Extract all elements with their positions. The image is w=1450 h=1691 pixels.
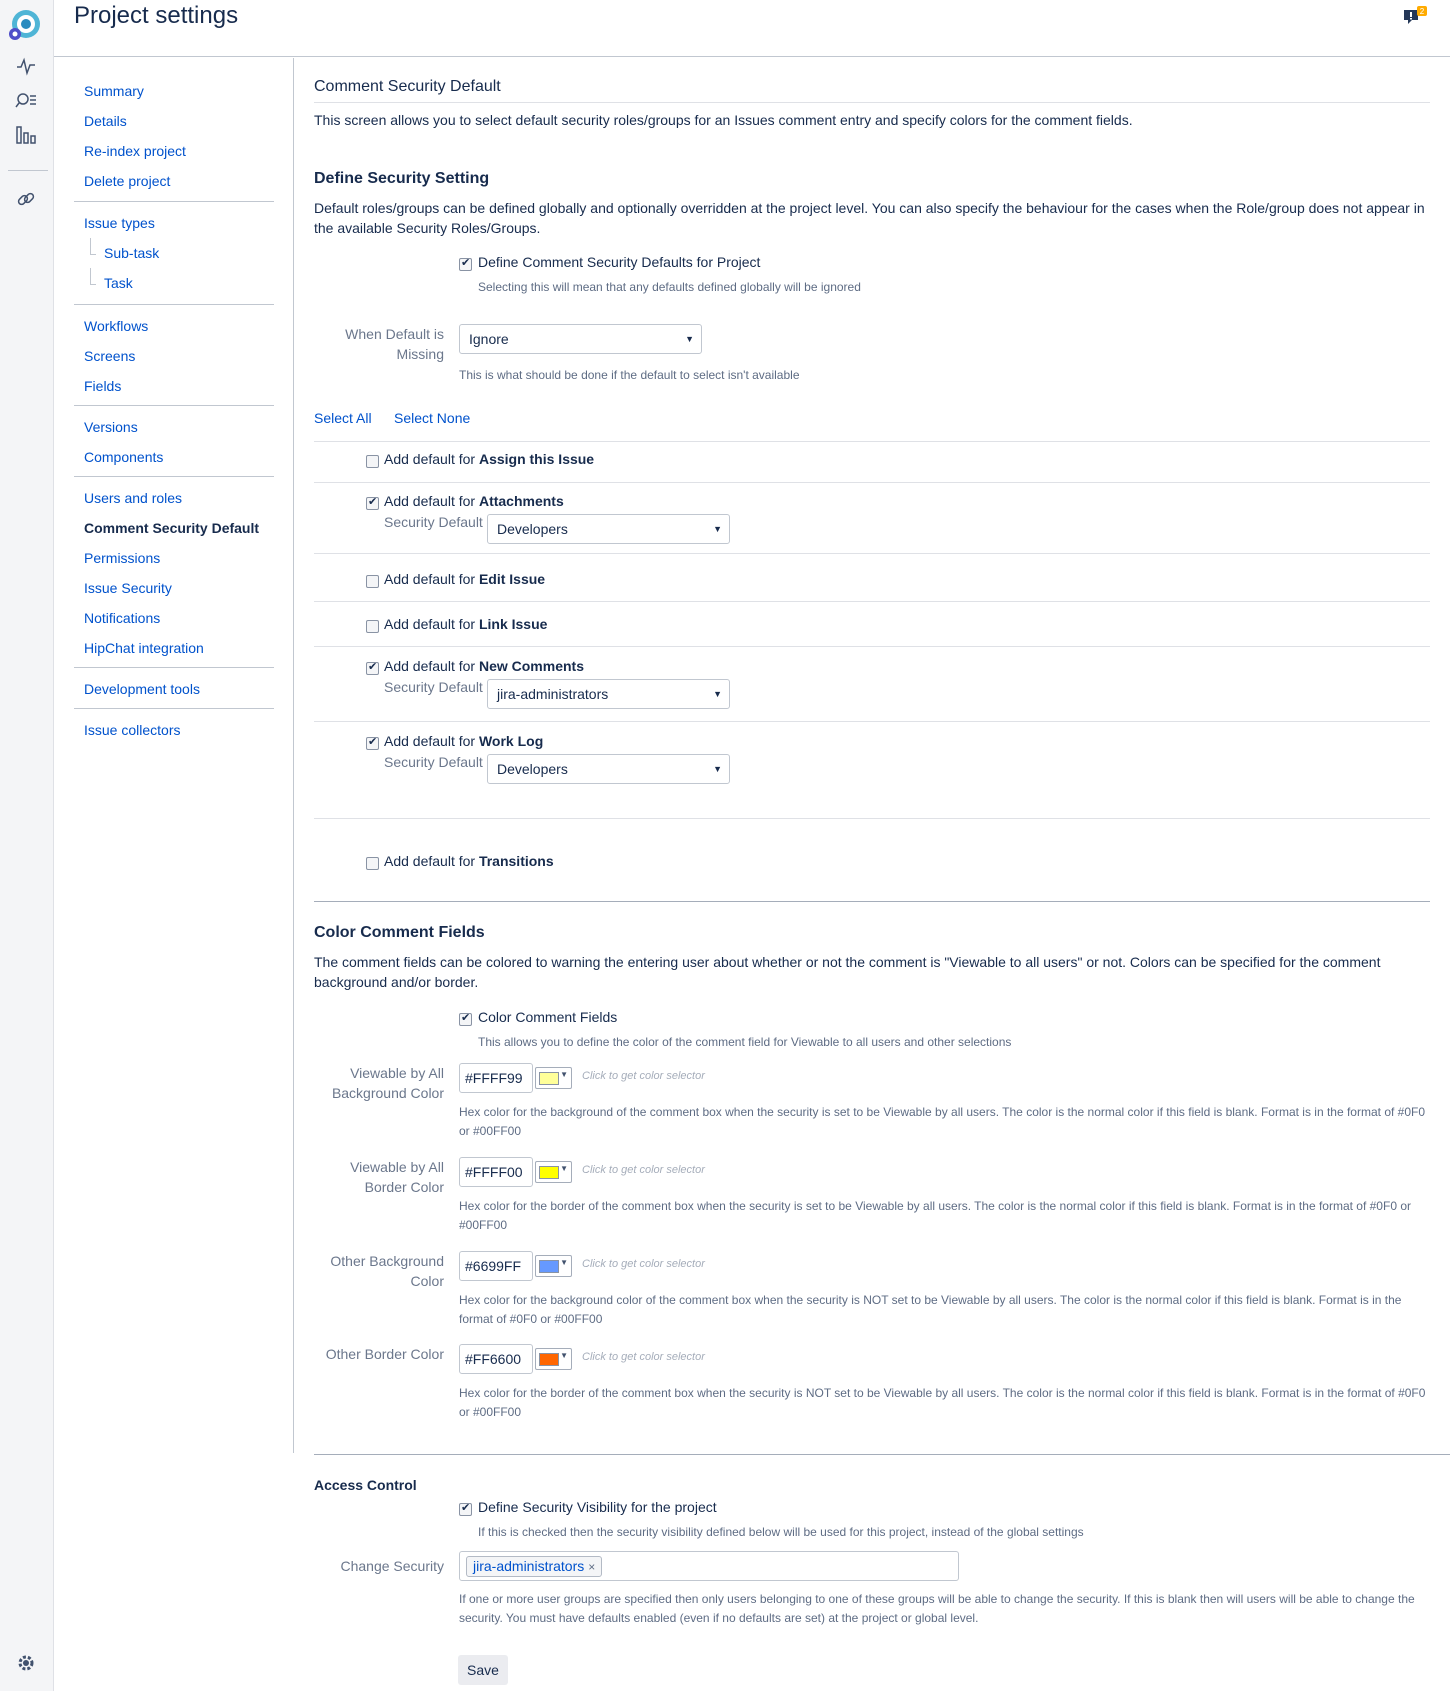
default-checkbox-transitions[interactable]: [366, 857, 379, 870]
change-security-label: Change Security: [340, 1558, 444, 1574]
security-default-label: Security Default: [384, 514, 483, 530]
notification-icon[interactable]: [1402, 6, 1428, 28]
activity-icon[interactable]: [15, 55, 37, 77]
sidebar-group-workflow: [84, 311, 284, 401]
define-security-heading: Define Security Setting: [314, 170, 490, 187]
default-checkbox-assign[interactable]: [366, 455, 379, 468]
sidebar-item-screens[interactable]: Screens: [84, 348, 136, 364]
select-all-link[interactable]: Select All: [314, 410, 372, 426]
select-none-link[interactable]: Select None: [394, 410, 471, 426]
sidebar-item-issue-security[interactable]: Issue Security: [84, 580, 172, 596]
sidebar-item-issue-types[interactable]: Issue types: [84, 215, 155, 231]
sidebar-group-versions: [84, 412, 284, 472]
missing-desc: This is what should be done if the default to select isn't available: [459, 368, 800, 382]
sidebar-group-collectors: [84, 715, 284, 745]
sidebar-group-issue-types: [84, 208, 284, 298]
color-hex-input-2[interactable]: #6699FF: [459, 1251, 533, 1281]
project-sidebar: [54, 58, 294, 1453]
group-tag: [466, 1556, 602, 1577]
security-default-select-attachments[interactable]: Developers ▼: [487, 514, 730, 544]
default-checkbox-edit-issue[interactable]: [366, 575, 379, 588]
sidebar-item-versions[interactable]: Versions: [84, 419, 138, 435]
sidebar-item-components[interactable]: Components: [84, 449, 164, 465]
default-row-attachments: Add default for Attachments: [384, 493, 564, 509]
missing-select-value: Ignore: [469, 331, 509, 347]
color-picker-hint: Click to get color selector: [582, 1258, 705, 1270]
reports-icon[interactable]: [15, 124, 37, 146]
color-picker-button-2[interactable]: ▼: [535, 1255, 572, 1277]
color-picker-hint: Click to get color selector: [582, 1164, 705, 1176]
security-default-select-work-log[interactable]: Developers ▼: [487, 754, 730, 784]
color-hex-input-1[interactable]: #FFFF00: [459, 1157, 533, 1187]
sidebar-group-dev: [84, 674, 284, 704]
change-security-desc: If one or more user groups are specified then only users belonging to one of these groups will be able to change the security. If this is blank then will users will be able to change the security. You must have defaults enabled (even if no defaults are set) at the project or global level.: [459, 1592, 1415, 1625]
chevron-down-icon: ▼: [685, 334, 694, 344]
sidebar-item-reindex[interactable]: Re-index project: [84, 143, 186, 159]
define-security-text: Default roles/groups can be defined globally and optionally overridden at the project level. You can also specify the behaviour for the cases when the Role/group does not appear in the available Security Roles/Groups.: [314, 200, 1425, 236]
default-row-edit-issue: Add default for Edit Issue: [384, 571, 546, 587]
color-desc-0: Hex color for the background of the comment box when the security is set to be Viewable by all users. The color is the normal color if this field is blank. Format is in the format of #0F0 or #00FF00: [459, 1105, 1426, 1138]
color-label-0: Viewable by All Background Color: [331, 1065, 444, 1101]
security-default-label: Security Default: [384, 754, 483, 770]
default-checkbox-work-log[interactable]: [366, 737, 379, 750]
sidebar-item-delete[interactable]: Delete project: [84, 173, 171, 189]
chevron-down-icon: ▼: [713, 689, 722, 699]
search-issues-icon[interactable]: [15, 90, 37, 112]
color-hex-input-3[interactable]: #FF6600: [459, 1344, 533, 1374]
color-picker-button-0[interactable]: ▼: [535, 1067, 572, 1089]
define-defaults-checkbox[interactable]: [459, 258, 472, 271]
group-tag-label: jira-administrators: [473, 1558, 585, 1574]
app-logo[interactable]: [8, 8, 42, 42]
intro-text: This screen allows you to select default security roles/groups for an Issues comment entry and specify colors for the comment fields.: [314, 112, 1133, 128]
missing-select[interactable]: [459, 324, 702, 354]
color-fields-label: Color Comment Fields: [478, 1009, 618, 1025]
link-icon[interactable]: [15, 188, 37, 210]
color-text: The comment fields can be colored to warning the entering user about whether or not the comment is "Viewable to all users" or not. Colors can be specified for the comment background and/or border.: [314, 954, 1381, 990]
security-visibility-label: Define Security Visibility for the project: [478, 1499, 717, 1515]
color-picker-button-3[interactable]: ▼: [535, 1348, 572, 1370]
gear-icon[interactable]: [15, 1652, 37, 1674]
chevron-down-icon: ▼: [713, 524, 722, 534]
page-title: Project settings: [74, 2, 239, 29]
sidebar-item-fields[interactable]: Fields: [84, 378, 122, 394]
default-checkbox-new-comments[interactable]: [366, 662, 379, 675]
color-picker-button-1[interactable]: ▼: [535, 1161, 572, 1183]
chevron-down-icon: ▼: [713, 764, 722, 774]
default-checkbox-link-issue[interactable]: [366, 620, 379, 633]
color-label-2: Other Background Color: [330, 1253, 444, 1289]
sidebar-item-sub-task[interactable]: Sub-task: [84, 238, 284, 268]
page-header: [54, 0, 1450, 57]
color-picker-hint: Click to get color selector: [582, 1070, 705, 1082]
sidebar-item-comment-security-default[interactable]: Comment Security Default: [84, 520, 260, 536]
sidebar-item-users-roles[interactable]: Users and roles: [84, 490, 183, 506]
change-security-input[interactable]: [459, 1551, 959, 1581]
remove-tag-icon[interactable]: ×: [588, 1560, 596, 1574]
sidebar-group-general: [84, 76, 284, 196]
global-sidebar: [0, 0, 54, 1691]
security-visibility-checkbox[interactable]: [459, 1503, 472, 1516]
default-row-assign: Add default for Assign this Issue: [384, 451, 595, 467]
missing-label: When Default is Missing: [345, 326, 444, 362]
define-defaults-label: Define Comment Security Defaults for Project: [478, 254, 761, 270]
section-title: Comment Security Default: [314, 78, 501, 95]
color-desc-2: Hex color for the background color of the comment box when the security is NOT set to be Viewable by all users. The color is the normal color if this field is blank. Format is in the format of #0F0 or #00FF00: [459, 1293, 1402, 1326]
sidebar-group-users: [84, 483, 284, 663]
color-desc-3: Hex color for the border of the comment box when the security is NOT set to be Viewable by all users. The color is the normal color if this field is blank. Format is in the format of #0F0 or #00FF00: [459, 1386, 1426, 1419]
sidebar-item-task[interactable]: Task: [84, 268, 284, 298]
notification-count-badge: 2: [1419, 7, 1425, 16]
color-picker-hint: Click to get color selector: [582, 1351, 705, 1363]
access-control-heading: Access Control: [314, 1477, 417, 1493]
security-visibility-desc: If this is checked then the security visibility defined below will be used for this project, instead of the global settings: [478, 1525, 1084, 1539]
sidebar-item-issue-collectors[interactable]: Issue collectors: [84, 722, 181, 738]
default-checkbox-attachments[interactable]: [366, 497, 379, 510]
security-default-select-new-comments[interactable]: jira-administrators ▼: [487, 679, 730, 709]
default-row-link-issue: Add default for Link Issue: [384, 616, 548, 632]
sidebar-item-permissions[interactable]: Permissions: [84, 550, 161, 566]
color-fields-desc: This allows you to define the color of the comment field for Viewable to all users and other selections: [478, 1035, 1012, 1049]
sidebar-item-workflows[interactable]: Workflows: [84, 318, 149, 334]
define-defaults-desc: Selecting this will mean that any defaults defined globally will be ignored: [478, 280, 861, 294]
color-hex-input-0[interactable]: #FFFF99: [459, 1063, 533, 1093]
color-fields-checkbox[interactable]: [459, 1013, 472, 1026]
color-heading: Color Comment Fields: [314, 924, 485, 941]
color-desc-1: Hex color for the border of the comment box when the security is set to be Viewable by all users. The color is the normal color if this field is blank. Format is in the format of #0F0 or #00FF00: [459, 1199, 1411, 1232]
default-row-new-comments: Add default for New Comments: [384, 658, 584, 674]
default-row-transitions: Add default for Transitions: [384, 853, 554, 869]
sidebar-item-summary[interactable]: Summary: [84, 83, 144, 99]
save-button[interactable]: Save: [458, 1655, 508, 1685]
color-label-1: Viewable by All Border Color: [350, 1159, 444, 1195]
default-row-work-log: Add default for Work Log: [384, 733, 544, 749]
sidebar-item-hipchat[interactable]: HipChat integration: [84, 640, 204, 656]
sidebar-item-development-tools[interactable]: Development tools: [84, 681, 200, 697]
security-default-label: Security Default: [384, 679, 483, 695]
color-label-3: Other Border Color: [325, 1346, 444, 1362]
sidebar-item-details[interactable]: Details: [84, 113, 127, 129]
sidebar-item-notifications[interactable]: Notifications: [84, 610, 161, 626]
